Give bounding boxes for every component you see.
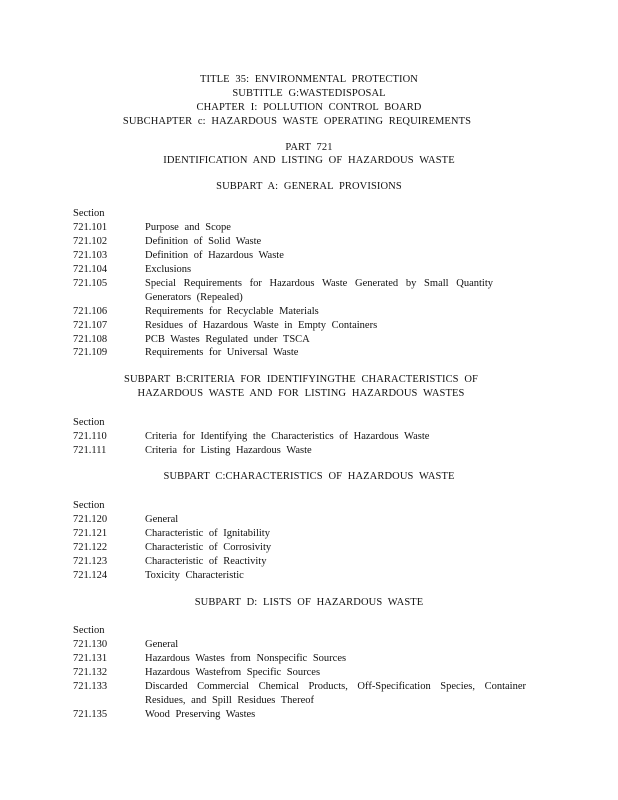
section-title: Criteria for Identifying the Characteristics of Hazardous Waste <box>145 431 430 442</box>
subpart-d-heading: SUBPART D: LISTS OF HAZARDOUS WASTE <box>194 597 424 608</box>
section-number: 721.135 <box>73 709 108 720</box>
section-title: Wood Preserving Wastes <box>145 709 256 720</box>
section-number: 721.111 <box>73 445 107 456</box>
subpart-b-heading: SUBPART B:CRITERIA FOR IDENTIFYINGTHE CHARACTERISTICS OF <box>124 374 478 385</box>
section-title: Special Requirements for Hazardous Waste Generated by Small Quantity <box>145 278 493 289</box>
title-heading: TITLE 35: ENVIRONMENTAL PROTECTION <box>200 74 418 85</box>
section-number: 721.105 <box>73 278 108 289</box>
section-title: Purpose and Scope <box>145 222 231 233</box>
section-title-continued: Generators (Repealed) <box>145 292 243 303</box>
section-number: 721.106 <box>73 306 108 317</box>
section-title: Criteria for Listing Hazardous Waste <box>145 445 312 456</box>
section-title: Characteristic of Corrosivity <box>145 542 272 553</box>
section-title: Discarded Commercial Chemical Products, Off-Specification Species, Container Residues, and Spill Residues Thereof <box>145 681 526 706</box>
section-label: Section <box>73 208 105 219</box>
section-title: Hazardous Wastes from Nonspecific Sources <box>145 653 347 664</box>
subchapter-heading: SUBCHAPTER c: HAZARDOUS WASTE OPERATING REQUIREMENTS <box>122 116 472 127</box>
section-title: PCB Wastes Regulated under TSCA <box>145 334 310 345</box>
section-title: Hazardous Wastefrom Specific Sources <box>145 667 321 678</box>
section-title: Definition of Solid Waste <box>145 236 262 247</box>
section-number: 721.121 <box>73 528 108 539</box>
section-title: Requirements for Recyclable Materials <box>145 306 319 317</box>
section-number: 721.103 <box>73 250 108 261</box>
section-number: 721.120 <box>73 514 108 525</box>
part-number: PART 721 <box>285 142 333 153</box>
section-label: Section <box>73 625 105 636</box>
section-number: 721.122 <box>73 542 108 553</box>
section-number: 721.104 <box>73 264 108 275</box>
section-number: 721.107 <box>73 320 108 331</box>
section-title: Definition of Hazardous Waste <box>145 250 284 261</box>
section-number: 721.102 <box>73 236 108 247</box>
chapter-heading: CHAPTER I: POLLUTION CONTROL BOARD <box>196 102 422 113</box>
section-number: 721.108 <box>73 334 108 345</box>
part-title: IDENTIFICATION AND LISTING OF HAZARDOUS WASTE <box>163 155 455 166</box>
section-number: 721.123 <box>73 556 108 567</box>
section-title: Exclusions <box>145 264 192 275</box>
subpart-c-heading: SUBPART C:CHARACTERISTICS OF HAZARDOUS WASTE <box>163 471 455 482</box>
section-number: 721.101 <box>73 222 108 233</box>
section-number: 721.109 <box>73 347 108 358</box>
section-number: 721.124 <box>73 570 108 581</box>
subpart-a-heading: SUBPART A: GENERAL PROVISIONS <box>216 181 402 192</box>
section-number: 721.133 <box>73 681 108 692</box>
section-title: Requirements for Universal Waste <box>145 347 299 358</box>
section-number: 721.131 <box>73 653 108 664</box>
section-number: 721.130 <box>73 639 108 650</box>
subtitle-heading: SUBTITLE G:WASTEDISPOSAL <box>232 88 386 99</box>
section-number: 721.132 <box>73 667 108 678</box>
section-title: General <box>145 514 179 525</box>
section-title: Characteristic of Ignitability <box>145 528 270 539</box>
section-label: Section <box>73 417 105 428</box>
section-title: Toxicity Characteristic <box>145 570 244 581</box>
section-title: General <box>145 639 179 650</box>
section-title: Residues of Hazardous Waste in Empty Containers <box>145 320 378 331</box>
section-title: Characteristic of Reactivity <box>145 556 267 567</box>
subpart-b-heading-continued: HAZARDOUS WASTE AND FOR LISTING HAZARDOUS WASTES <box>137 388 465 399</box>
section-label: Section <box>73 500 105 511</box>
section-number: 721.110 <box>73 431 107 442</box>
